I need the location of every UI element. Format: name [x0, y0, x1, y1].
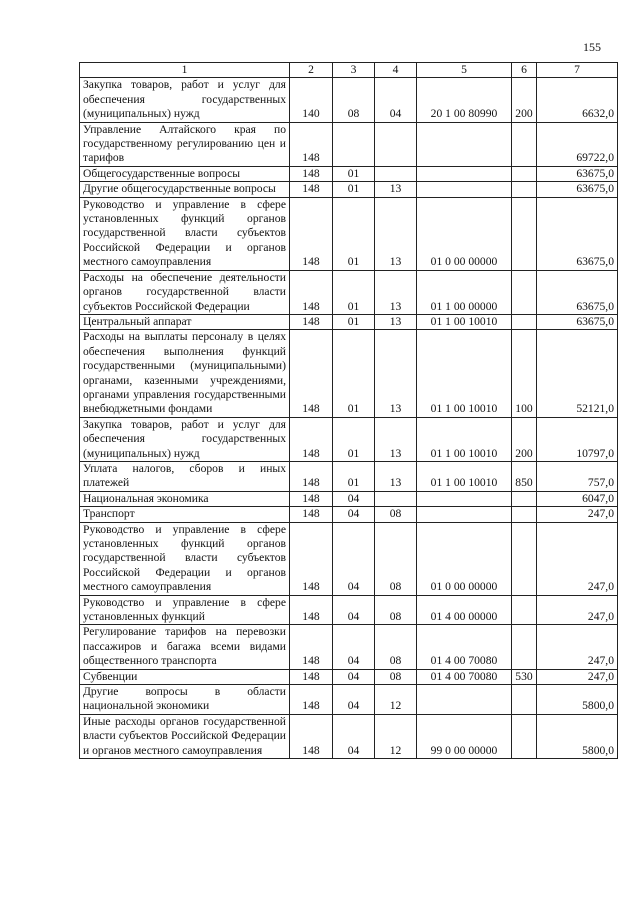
expense-name-cell: Закупка товаров, работ и услуг для обеспечения государственных (муниципальных) нужд [80, 417, 290, 461]
header-cell: 5 [417, 63, 512, 78]
table-row [80, 669, 618, 684]
target-article-cell: 01 0 00 00000 [417, 522, 512, 595]
subsection-code-cell: 12 [375, 714, 417, 758]
table-row [80, 522, 618, 595]
subsection-code-cell: 08 [375, 669, 417, 684]
expense-name-cell: Транспорт [80, 507, 290, 522]
table-row [80, 122, 618, 166]
subsection-code-cell: 13 [375, 417, 417, 461]
expense-name-cell: Регулирование тарифов на перевозки пассажиров и багажа всеми видами общественного транспорта [80, 625, 290, 669]
ministry-code-cell: 148 [290, 197, 333, 270]
table-row [80, 491, 618, 506]
expense-name-cell: Центральный аппарат [80, 314, 290, 329]
expense-name-cell: Руководство и управление в сфере установленных функций органов государственной власти субъектов Российской Федерации и органов местного самоуправления [80, 197, 290, 270]
target-article-cell: 01 1 00 10010 [417, 461, 512, 491]
table-row [80, 166, 618, 181]
section-code-cell: 08 [333, 78, 375, 122]
expense-name-cell: Другие вопросы в области национальной экономики [80, 685, 290, 715]
section-code-cell: 01 [333, 330, 375, 417]
section-code-cell [333, 122, 375, 166]
subsection-code-cell: 12 [375, 685, 417, 715]
amount-cell: 63675,0 [537, 314, 618, 329]
subsection-code-cell: 13 [375, 461, 417, 491]
table-row [80, 197, 618, 270]
target-article-cell: 01 1 00 10010 [417, 314, 512, 329]
expense-name-cell: Управление Алтайского края по государственному регулированию цен и тарифов [80, 122, 290, 166]
subsection-code-cell [375, 491, 417, 506]
expense-type-cell [512, 625, 537, 669]
ministry-code-cell: 148 [290, 270, 333, 314]
section-code-cell: 04 [333, 595, 375, 625]
expense-name-cell: Расходы на выплаты персоналу в целях обеспечения выполнения функций государственными (муниципальными) органами, казенными учреждениями, органами управления государственными внебюджетными фондами [80, 330, 290, 417]
amount-cell: 6047,0 [537, 491, 618, 506]
section-code-cell: 01 [333, 270, 375, 314]
expense-type-cell [512, 122, 537, 166]
amount-cell: 69722,0 [537, 122, 618, 166]
ministry-code-cell: 148 [290, 417, 333, 461]
header-cell: 6 [512, 63, 537, 78]
subsection-code-cell [375, 122, 417, 166]
expense-name-cell: Руководство и управление в сфере установленных функций органов государственной власти субъектов Российской Федерации и органов местного самоуправления [80, 522, 290, 595]
section-code-cell: 01 [333, 314, 375, 329]
expense-name-cell: Национальная экономика [80, 491, 290, 506]
target-article-cell: 01 4 00 00000 [417, 595, 512, 625]
expense-type-cell [512, 270, 537, 314]
amount-cell: 52121,0 [537, 330, 618, 417]
section-code-cell: 04 [333, 625, 375, 669]
ministry-code-cell: 148 [290, 522, 333, 595]
table-row [80, 625, 618, 669]
expense-name-cell: Иные расходы органов государственной власти субъектов Российской Федерации и органов местного самоуправления [80, 714, 290, 758]
header-cell: 7 [537, 63, 618, 78]
expense-name-cell: Уплата налогов, сборов и иных платежей [80, 461, 290, 491]
target-article-cell: 01 4 00 70080 [417, 625, 512, 669]
expense-type-cell [512, 182, 537, 197]
section-code-cell: 04 [333, 685, 375, 715]
table-row [80, 595, 618, 625]
section-code-cell: 04 [333, 491, 375, 506]
amount-cell: 757,0 [537, 461, 618, 491]
ministry-code-cell: 148 [290, 461, 333, 491]
subsection-code-cell: 13 [375, 330, 417, 417]
expense-type-cell [512, 491, 537, 506]
amount-cell: 63675,0 [537, 197, 618, 270]
section-code-cell: 01 [333, 182, 375, 197]
table-row [80, 78, 618, 122]
ministry-code-cell: 148 [290, 122, 333, 166]
header-cell: 3 [333, 63, 375, 78]
ministry-code-cell: 148 [290, 714, 333, 758]
subsection-code-cell: 13 [375, 270, 417, 314]
table-row [80, 685, 618, 715]
expense-type-cell [512, 522, 537, 595]
expense-type-cell [512, 714, 537, 758]
page-number: 155 [583, 40, 601, 54]
subsection-code-cell: 13 [375, 314, 417, 329]
amount-cell: 247,0 [537, 595, 618, 625]
subsection-code-cell: 08 [375, 625, 417, 669]
section-code-cell: 04 [333, 714, 375, 758]
target-article-cell [417, 182, 512, 197]
target-article-cell [417, 122, 512, 166]
target-article-cell [417, 507, 512, 522]
expense-type-cell: 200 [512, 78, 537, 122]
section-code-cell: 01 [333, 166, 375, 181]
target-article-cell [417, 491, 512, 506]
expense-type-cell: 530 [512, 669, 537, 684]
ministry-code-cell: 148 [290, 669, 333, 684]
subsection-code-cell: 08 [375, 522, 417, 595]
subsection-code-cell: 04 [375, 78, 417, 122]
table-row [80, 417, 618, 461]
ministry-code-cell: 148 [290, 595, 333, 625]
section-code-cell: 04 [333, 669, 375, 684]
target-article-cell: 01 4 00 70080 [417, 669, 512, 684]
section-code-cell: 04 [333, 507, 375, 522]
ministry-code-cell: 148 [290, 625, 333, 669]
subsection-code-cell: 08 [375, 595, 417, 625]
expense-type-cell [512, 595, 537, 625]
table-row [80, 330, 618, 417]
ministry-code-cell: 148 [290, 330, 333, 417]
amount-cell: 6632,0 [537, 78, 618, 122]
subsection-code-cell: 13 [375, 197, 417, 270]
expense-name-cell: Руководство и управление в сфере установленных функций [80, 595, 290, 625]
table-row [80, 714, 618, 758]
amount-cell: 63675,0 [537, 182, 618, 197]
ministry-code-cell: 148 [290, 182, 333, 197]
table-row [80, 270, 618, 314]
amount-cell: 247,0 [537, 625, 618, 669]
target-article-cell: 01 1 00 00000 [417, 270, 512, 314]
ministry-code-cell: 148 [290, 685, 333, 715]
target-article-cell [417, 685, 512, 715]
ministry-code-cell: 148 [290, 507, 333, 522]
expense-type-cell [512, 685, 537, 715]
expense-name-cell: Субвенции [80, 669, 290, 684]
ministry-code-cell: 148 [290, 314, 333, 329]
amount-cell: 247,0 [537, 669, 618, 684]
target-article-cell: 01 1 00 10010 [417, 330, 512, 417]
expense-type-cell [512, 197, 537, 270]
ministry-code-cell: 140 [290, 78, 333, 122]
amount-cell: 63675,0 [537, 166, 618, 181]
table-row [80, 507, 618, 522]
expense-type-cell [512, 314, 537, 329]
target-article-cell: 99 0 00 00000 [417, 714, 512, 758]
expense-type-cell [512, 166, 537, 181]
expense-name-cell: Общегосударственные вопросы [80, 166, 290, 181]
target-article-cell: 20 1 00 80990 [417, 78, 512, 122]
amount-cell: 5800,0 [537, 685, 618, 715]
section-code-cell: 04 [333, 522, 375, 595]
amount-cell: 10797,0 [537, 417, 618, 461]
table-row [80, 314, 618, 329]
expense-type-cell [512, 507, 537, 522]
expense-type-cell: 850 [512, 461, 537, 491]
section-code-cell: 01 [333, 197, 375, 270]
target-article-cell: 01 1 00 10010 [417, 417, 512, 461]
subsection-code-cell: 08 [375, 507, 417, 522]
expense-name-cell: Расходы на обеспечение деятельности органов государственной власти субъектов Российской Федерации [80, 270, 290, 314]
table-row [80, 461, 618, 491]
target-article-cell [417, 166, 512, 181]
amount-cell: 247,0 [537, 522, 618, 595]
target-article-cell: 01 0 00 00000 [417, 197, 512, 270]
expense-name-cell: Другие общегосударственные вопросы [80, 182, 290, 197]
header-cell: 2 [290, 63, 333, 78]
ministry-code-cell: 148 [290, 166, 333, 181]
subsection-code-cell [375, 166, 417, 181]
budget-table [79, 62, 618, 759]
table-row [80, 182, 618, 197]
expense-name-cell: Закупка товаров, работ и услуг для обеспечения государственных (муниципальных) нужд [80, 78, 290, 122]
amount-cell: 5800,0 [537, 714, 618, 758]
expense-type-cell: 100 [512, 330, 537, 417]
ministry-code-cell: 148 [290, 491, 333, 506]
amount-cell: 247,0 [537, 507, 618, 522]
section-code-cell: 01 [333, 461, 375, 491]
expense-type-cell: 200 [512, 417, 537, 461]
header-cell: 4 [375, 63, 417, 78]
subsection-code-cell: 13 [375, 182, 417, 197]
amount-cell: 63675,0 [537, 270, 618, 314]
section-code-cell: 01 [333, 417, 375, 461]
table-header-row [80, 63, 618, 78]
header-cell: 1 [80, 63, 290, 78]
